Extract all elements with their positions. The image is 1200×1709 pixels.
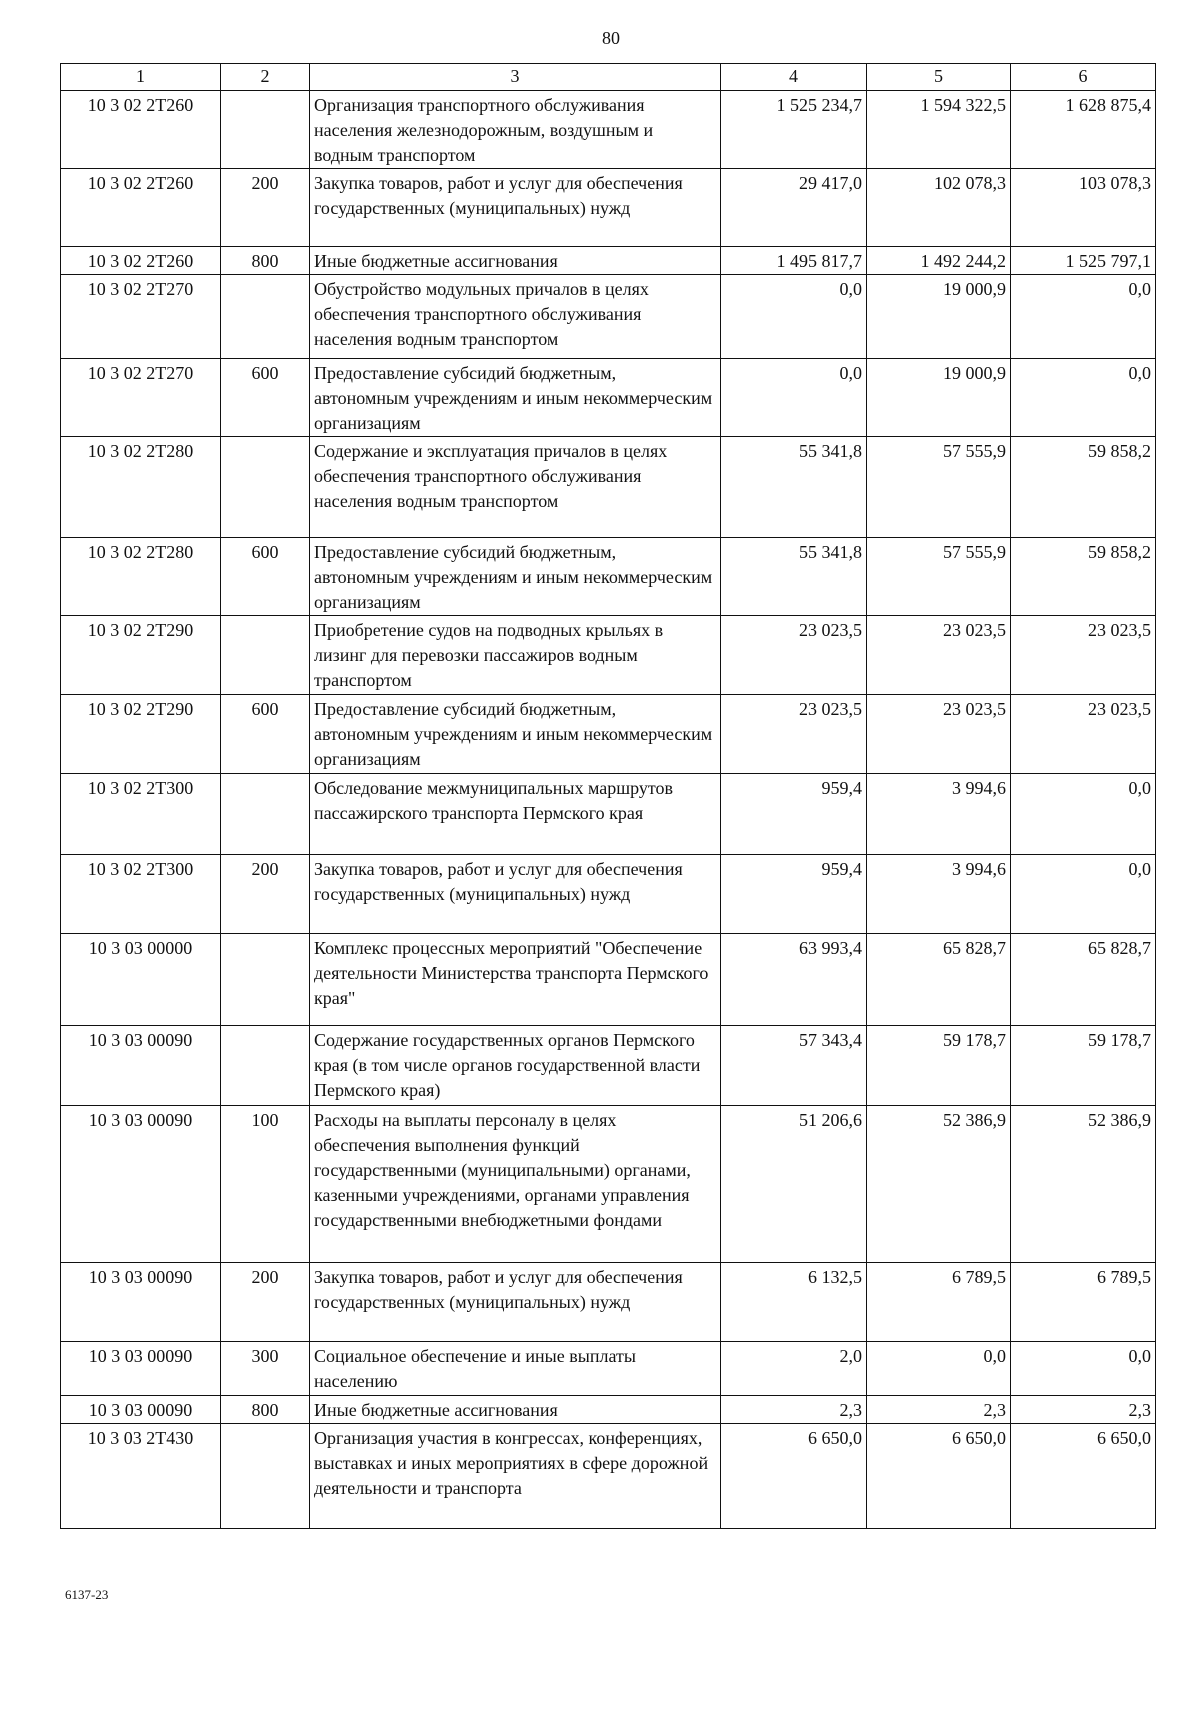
table-row <box>61 437 1156 538</box>
table-row <box>61 695 1156 774</box>
column-header-5: 5 <box>867 64 1011 91</box>
row-type-cell: 600 <box>221 359 310 437</box>
row-name-cell: Закупка товаров, работ и услуг для обеспечения государственных (муниципальных) нужд <box>310 169 721 247</box>
table-row <box>61 1396 1156 1424</box>
row-value-6-cell: 6 650,0 <box>1011 1424 1156 1529</box>
row-code-cell: 10 3 03 00090 <box>61 1396 221 1424</box>
row-name-cell: Приобретение судов на подводных крыльях в лизинг для перевозки пассажиров водным транспортом <box>310 616 721 695</box>
row-code-cell: 10 3 03 00090 <box>61 1263 221 1342</box>
table-row <box>61 774 1156 855</box>
table-row <box>61 359 1156 437</box>
row-name-cell: Социальное обеспечение и иные выплаты населению <box>310 1342 721 1396</box>
row-value-5-cell: 0,0 <box>867 1342 1011 1396</box>
row-type-cell <box>221 616 310 695</box>
row-value-5-cell: 65 828,7 <box>867 934 1011 1026</box>
row-code-cell: 10 3 02 2Т300 <box>61 855 221 934</box>
budget-table <box>60 63 1156 1529</box>
row-value-6-cell: 6 789,5 <box>1011 1263 1156 1342</box>
row-type-cell <box>221 275 310 359</box>
page-number: 80 <box>602 28 620 48</box>
row-value-5-cell: 1 492 244,2 <box>867 247 1011 275</box>
row-value-4-cell: 6 132,5 <box>721 1263 867 1342</box>
row-type-cell <box>221 437 310 538</box>
table-header-row <box>61 64 1156 91</box>
table-row <box>61 1026 1156 1106</box>
row-code-cell: 10 3 02 2Т260 <box>61 169 221 247</box>
table-row <box>61 91 1156 169</box>
row-value-4-cell: 23 023,5 <box>721 695 867 774</box>
table-row <box>61 247 1156 275</box>
row-type-cell: 100 <box>221 1106 310 1263</box>
row-value-6-cell: 0,0 <box>1011 359 1156 437</box>
row-value-5-cell: 52 386,9 <box>867 1106 1011 1263</box>
row-type-cell: 200 <box>221 1263 310 1342</box>
row-value-4-cell: 6 650,0 <box>721 1424 867 1529</box>
column-header-2: 2 <box>221 64 310 91</box>
row-type-cell <box>221 1424 310 1529</box>
row-value-4-cell: 23 023,5 <box>721 616 867 695</box>
table-row <box>61 1342 1156 1396</box>
row-value-6-cell: 0,0 <box>1011 855 1156 934</box>
row-name-cell: Закупка товаров, работ и услуг для обеспечения государственных (муниципальных) нужд <box>310 855 721 934</box>
row-value-6-cell: 2,3 <box>1011 1396 1156 1424</box>
row-code-cell: 10 3 03 00090 <box>61 1342 221 1396</box>
row-value-5-cell: 2,3 <box>867 1396 1011 1424</box>
row-value-6-cell: 103 078,3 <box>1011 169 1156 247</box>
row-value-6-cell: 59 178,7 <box>1011 1026 1156 1106</box>
row-value-6-cell: 23 023,5 <box>1011 695 1156 774</box>
row-name-cell: Предоставление субсидий бюджетным, автономным учреждениям и иным некоммерческим организациям <box>310 359 721 437</box>
column-header-3: 3 <box>310 64 721 91</box>
row-code-cell: 10 3 02 2Т260 <box>61 247 221 275</box>
row-code-cell: 10 3 03 2Т430 <box>61 1424 221 1529</box>
row-name-cell: Обследование межмуниципальных маршрутов пассажирского транспорта Пермского края <box>310 774 721 855</box>
row-code-cell: 10 3 02 2Т280 <box>61 538 221 616</box>
row-type-cell: 200 <box>221 169 310 247</box>
row-value-4-cell: 29 417,0 <box>721 169 867 247</box>
row-type-cell: 200 <box>221 855 310 934</box>
row-value-4-cell: 51 206,6 <box>721 1106 867 1263</box>
row-type-cell: 800 <box>221 247 310 275</box>
table-row <box>61 934 1156 1026</box>
row-type-cell: 600 <box>221 695 310 774</box>
row-code-cell: 10 3 02 2Т290 <box>61 695 221 774</box>
row-value-5-cell: 23 023,5 <box>867 695 1011 774</box>
row-code-cell: 10 3 02 2Т270 <box>61 275 221 359</box>
row-name-cell: Иные бюджетные ассигнования <box>310 247 721 275</box>
table-row <box>61 616 1156 695</box>
row-value-6-cell: 1 525 797,1 <box>1011 247 1156 275</box>
row-value-5-cell: 6 650,0 <box>867 1424 1011 1529</box>
column-header-6: 6 <box>1011 64 1156 91</box>
row-value-4-cell: 2,3 <box>721 1396 867 1424</box>
row-value-4-cell: 959,4 <box>721 855 867 934</box>
row-name-cell: Предоставление субсидий бюджетным, автономным учреждениям и иным некоммерческим организациям <box>310 695 721 774</box>
row-name-cell: Организация транспортного обслуживания населения железнодорожным, воздушным и водным транспортом <box>310 91 721 169</box>
row-value-4-cell: 55 341,8 <box>721 437 867 538</box>
table-row <box>61 169 1156 247</box>
table-row <box>61 1106 1156 1263</box>
row-name-cell: Закупка товаров, работ и услуг для обеспечения государственных (муниципальных) нужд <box>310 1263 721 1342</box>
row-name-cell: Расходы на выплаты персоналу в целях обеспечения выполнения функций государственными (муниципальными) органами, казенными учреждениями, органами управления государственными внебюджетными фондами <box>310 1106 721 1263</box>
row-code-cell: 10 3 02 2Т300 <box>61 774 221 855</box>
row-type-cell: 300 <box>221 1342 310 1396</box>
row-type-cell <box>221 91 310 169</box>
row-type-cell <box>221 934 310 1026</box>
row-value-6-cell: 0,0 <box>1011 774 1156 855</box>
row-code-cell: 10 3 03 00000 <box>61 934 221 1026</box>
row-code-cell: 10 3 02 2Т260 <box>61 91 221 169</box>
row-value-4-cell: 0,0 <box>721 359 867 437</box>
row-value-6-cell: 52 386,9 <box>1011 1106 1156 1263</box>
row-value-5-cell: 19 000,9 <box>867 275 1011 359</box>
row-value-5-cell: 57 555,9 <box>867 437 1011 538</box>
row-name-cell: Комплекс процессных мероприятий "Обеспечение деятельности Министерства транспорта Пермского края" <box>310 934 721 1026</box>
row-code-cell: 10 3 03 00090 <box>61 1026 221 1106</box>
row-value-5-cell: 59 178,7 <box>867 1026 1011 1106</box>
row-value-6-cell: 1 628 875,4 <box>1011 91 1156 169</box>
row-name-cell: Предоставление субсидий бюджетным, автономным учреждениям и иным некоммерческим организациям <box>310 538 721 616</box>
row-value-4-cell: 0,0 <box>721 275 867 359</box>
table-row <box>61 855 1156 934</box>
row-type-cell: 800 <box>221 1396 310 1424</box>
table-row <box>61 1263 1156 1342</box>
table-row <box>61 275 1156 359</box>
row-value-4-cell: 1 525 234,7 <box>721 91 867 169</box>
row-value-6-cell: 0,0 <box>1011 1342 1156 1396</box>
row-code-cell: 10 3 02 2Т290 <box>61 616 221 695</box>
row-value-6-cell: 23 023,5 <box>1011 616 1156 695</box>
row-name-cell: Иные бюджетные ассигнования <box>310 1396 721 1424</box>
row-name-cell: Обустройство модульных причалов в целях обеспечения транспортного обслуживания населения водным транспортом <box>310 275 721 359</box>
row-value-4-cell: 959,4 <box>721 774 867 855</box>
row-type-cell: 600 <box>221 538 310 616</box>
row-name-cell: Содержание государственных органов Пермского края (в том числе органов государственной власти Пермского края) <box>310 1026 721 1106</box>
row-code-cell: 10 3 03 00090 <box>61 1106 221 1263</box>
row-value-5-cell: 23 023,5 <box>867 616 1011 695</box>
column-header-4: 4 <box>721 64 867 91</box>
column-header-1: 1 <box>61 64 221 91</box>
row-value-5-cell: 102 078,3 <box>867 169 1011 247</box>
row-value-5-cell: 3 994,6 <box>867 855 1011 934</box>
row-value-4-cell: 57 343,4 <box>721 1026 867 1106</box>
row-value-5-cell: 6 789,5 <box>867 1263 1011 1342</box>
row-value-6-cell: 65 828,7 <box>1011 934 1156 1026</box>
row-type-cell <box>221 774 310 855</box>
row-value-4-cell: 63 993,4 <box>721 934 867 1026</box>
row-value-5-cell: 3 994,6 <box>867 774 1011 855</box>
row-value-5-cell: 57 555,9 <box>867 538 1011 616</box>
row-name-cell: Содержание и эксплуатация причалов в целях обеспечения транспортного обслуживания населения водным транспортом <box>310 437 721 538</box>
row-value-5-cell: 19 000,9 <box>867 359 1011 437</box>
row-type-cell <box>221 1026 310 1106</box>
document-code: 6137-23 <box>65 1587 109 1602</box>
row-value-4-cell: 1 495 817,7 <box>721 247 867 275</box>
table-row <box>61 1424 1156 1529</box>
row-code-cell: 10 3 02 2Т280 <box>61 437 221 538</box>
row-value-6-cell: 59 858,2 <box>1011 437 1156 538</box>
table-row <box>61 538 1156 616</box>
row-value-5-cell: 1 594 322,5 <box>867 91 1011 169</box>
row-value-4-cell: 55 341,8 <box>721 538 867 616</box>
row-value-6-cell: 59 858,2 <box>1011 538 1156 616</box>
row-value-4-cell: 2,0 <box>721 1342 867 1396</box>
row-code-cell: 10 3 02 2Т270 <box>61 359 221 437</box>
row-name-cell: Организация участия в конгрессах, конференциях, выставках и иных мероприятиях в сфере дорожной деятельности и транспорта <box>310 1424 721 1529</box>
row-value-6-cell: 0,0 <box>1011 275 1156 359</box>
